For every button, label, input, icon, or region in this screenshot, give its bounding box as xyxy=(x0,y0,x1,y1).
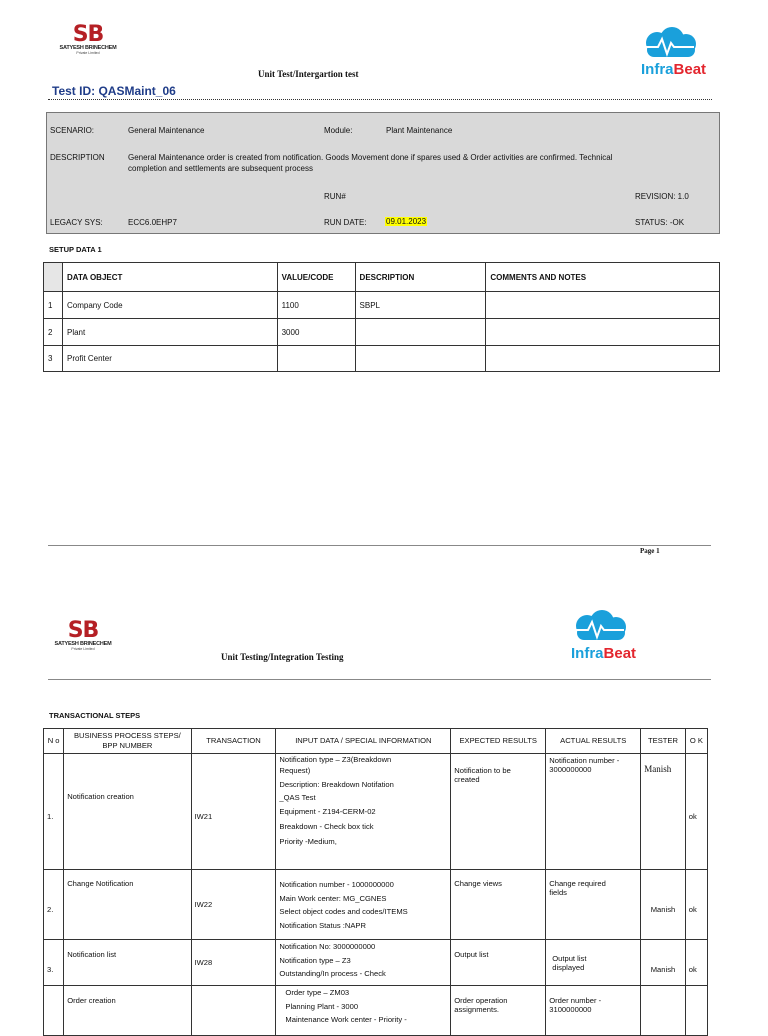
cell-value-code xyxy=(277,346,355,372)
cell-description xyxy=(355,319,486,346)
cell-no xyxy=(44,986,64,1036)
cell-transaction xyxy=(191,986,276,1036)
setup-header-description: DESCRIPTION xyxy=(355,263,486,292)
input-line: Breakdown - Check box tick xyxy=(279,822,374,831)
logo-subtitle: Private Limited xyxy=(71,647,95,651)
cell-input xyxy=(276,870,451,940)
input-line: Order type – ZM03 xyxy=(285,988,350,997)
brand-name xyxy=(571,646,636,662)
test-id: Test ID: QASMaint_06 xyxy=(52,84,176,98)
cell-input xyxy=(276,754,451,870)
cell-index: 1 xyxy=(44,292,63,319)
input-line: Request) xyxy=(279,766,311,775)
scenario-value: General Maintenance xyxy=(128,126,205,135)
input-line: Equipment - Z194-CERM-02 xyxy=(279,807,376,816)
cell-ok: ok xyxy=(685,870,707,940)
input-line: _QAS Test xyxy=(279,793,316,802)
cell-index: 3 xyxy=(44,346,63,372)
cell-step: Notification creation xyxy=(64,754,191,870)
page-number: Page 1 xyxy=(640,547,660,555)
cell-no: 1. xyxy=(44,754,64,870)
input-line: Notification No: 3000000000 xyxy=(279,942,376,951)
description-label: DESCRIPTION xyxy=(50,153,105,162)
cell-comments xyxy=(486,292,720,319)
cell-index: 2 xyxy=(44,319,63,346)
cell-expected: Output list xyxy=(451,940,546,986)
header-steps: BUSINESS PROCESS STEPS/ BPP NUMBER xyxy=(64,729,191,754)
input-line: Notification number - 1000000000 xyxy=(279,880,394,889)
dotted-divider xyxy=(48,99,712,100)
cell-ok: ok xyxy=(685,754,707,870)
cell-no: 3. xyxy=(44,940,64,986)
table-row xyxy=(44,754,708,870)
cell-actual: Output list displayed xyxy=(546,940,641,986)
description-value-line-1: General Maintenance order is created from notification. Goods Movement done if spares used & Order activities are confirmed. Technical xyxy=(128,153,613,162)
input-line: Outstanding/In process - Check xyxy=(279,969,386,978)
scenario-label: SCENARIO: xyxy=(50,126,95,135)
run-date-value: 09.01.2023 xyxy=(386,217,427,226)
company-logo xyxy=(56,22,120,55)
cell-input xyxy=(276,940,451,986)
infrabeat-logo-page-2 xyxy=(568,610,637,664)
header-actual: ACTUAL RESULTS xyxy=(546,729,641,754)
cell-ok: ok xyxy=(685,940,707,986)
footer-divider xyxy=(48,545,711,546)
cell-step: Notification list xyxy=(64,940,191,986)
brand-name-infra: Infra xyxy=(571,645,604,662)
infrabeat-logo xyxy=(638,27,707,79)
cloud-icon xyxy=(640,27,700,61)
steps-header-row xyxy=(44,729,708,754)
setup-header-comments: COMMENTS AND NOTES xyxy=(486,263,720,292)
table-row xyxy=(44,319,720,346)
table-row xyxy=(44,986,708,1036)
cell-expected: Notification to be created xyxy=(451,754,546,870)
scenario-info-box xyxy=(46,112,720,234)
module-value: Plant Maintenance xyxy=(386,126,453,135)
run-date-label: RUN DATE: xyxy=(324,218,367,227)
cell-value-code: 3000 xyxy=(277,319,355,346)
header-divider-page-2 xyxy=(48,679,711,680)
cell-tester: Manish xyxy=(641,870,685,940)
cell-data-object: Plant xyxy=(62,319,277,346)
input-line: Notification type – Z3(Breakdown xyxy=(279,755,392,764)
transactional-steps-title: TRANSACTIONAL STEPS xyxy=(49,711,141,720)
setup-header-row xyxy=(44,263,720,292)
input-line: Description: Breakdown Notifation xyxy=(279,780,394,789)
cell-step: Change Notification xyxy=(64,870,191,940)
header-expected: EXPECTED RESULTS xyxy=(451,729,546,754)
setup-header-value-code: VALUE/CODE xyxy=(277,263,355,292)
cell-data-object: Company Code xyxy=(62,292,277,319)
status: STATUS: -OK xyxy=(635,218,685,227)
table-row xyxy=(44,292,720,319)
table-row xyxy=(44,870,708,940)
cell-step: Order creation xyxy=(64,986,191,1036)
header-input: INPUT DATA / SPECIAL INFORMATION xyxy=(276,729,451,754)
setup-data-title: SETUP DATA 1 xyxy=(49,245,102,254)
input-line: Maintenance Work center - Priority - xyxy=(285,1015,407,1024)
transactional-steps-table xyxy=(43,728,708,1036)
cell-tester: Manish xyxy=(641,940,685,986)
cell-expected: Change views xyxy=(451,870,546,940)
brand-name-infra: Infra xyxy=(641,61,674,78)
cloud-icon xyxy=(570,610,630,644)
setup-data-table xyxy=(43,262,720,372)
brand-name xyxy=(641,62,706,78)
input-line: Notification type – Z3 xyxy=(279,955,351,965)
cell-actual: Order number - 3100000000 xyxy=(546,986,641,1036)
logo-subtitle: Private Limited xyxy=(76,51,100,55)
cell-actual: Notification number - 3000000000 xyxy=(546,754,641,870)
header-no: N o xyxy=(44,729,64,754)
input-line: Select object codes and codes/ITEMS xyxy=(279,907,408,916)
cell-expected: Order operation assignments. xyxy=(451,986,546,1036)
table-row xyxy=(44,940,708,986)
cell-comments xyxy=(486,319,720,346)
document-title: Unit Test/Intergartion test xyxy=(258,69,359,79)
revision: REVISION: 1.0 xyxy=(635,192,689,201)
module-label: Module: xyxy=(324,126,353,135)
cell-value-code: 1100 xyxy=(277,292,355,319)
input-line: Planning Plant - 3000 xyxy=(285,1001,359,1011)
cell-no: 2. xyxy=(44,870,64,940)
input-line: Main Work center: MG_CGNES xyxy=(279,893,387,903)
description-value-line-2: completion and settlements are subsequent process xyxy=(128,164,313,173)
table-row xyxy=(44,346,720,372)
cell-input xyxy=(276,986,451,1036)
input-line: Priority -Medium, xyxy=(279,837,337,846)
logo-letters: SB xyxy=(67,618,99,643)
brand-name-beat: Beat xyxy=(673,61,707,78)
cell-description xyxy=(355,346,486,372)
cell-tester xyxy=(641,986,685,1036)
header-ok: O K xyxy=(685,729,707,754)
cell-ok xyxy=(685,986,707,1036)
setup-header-index xyxy=(44,263,63,292)
cell-description: SBPL xyxy=(355,292,486,319)
logo-company-name: SATYESH BRINECHEM xyxy=(59,45,117,51)
cell-tester: Manish xyxy=(641,754,685,870)
header-tester: TESTER xyxy=(641,729,685,754)
brand-name-beat: Beat xyxy=(603,645,637,662)
cell-transaction: IW28 xyxy=(191,940,276,986)
document-title-page-2: Unit Testing/Integration Testing xyxy=(221,652,344,662)
run-label: RUN# xyxy=(324,192,346,201)
cell-comments xyxy=(486,346,720,372)
legacy-sys-label: LEGACY SYS: xyxy=(50,218,103,227)
cell-data-object: Profit Center xyxy=(62,346,277,372)
logo-company-name: SATYESH BRINECHEM xyxy=(54,641,112,647)
legacy-sys-value: ECC6.0EHP7 xyxy=(128,218,177,227)
cell-actual: Change required fields xyxy=(546,870,641,940)
logo-letters: SB xyxy=(72,22,104,47)
company-logo-page-2 xyxy=(50,618,116,651)
input-line: Notification Status :NAPR xyxy=(279,920,366,930)
header-transaction: TRANSACTION xyxy=(191,729,276,754)
setup-header-data-object: DATA OBJECT xyxy=(62,263,277,292)
cell-transaction: IW22 xyxy=(191,870,276,940)
cell-transaction: IW21 xyxy=(191,754,276,870)
